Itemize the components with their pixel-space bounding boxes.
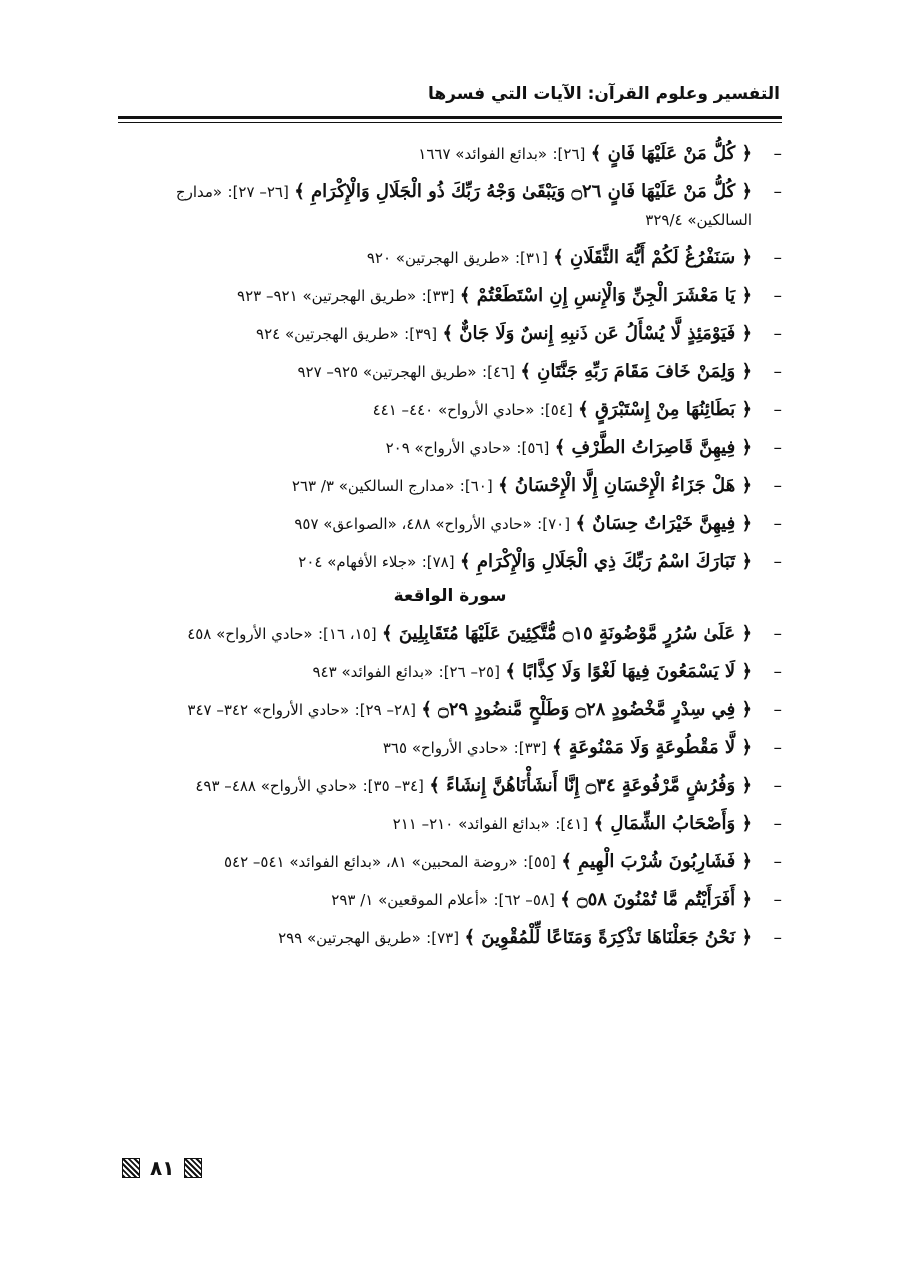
- entry-dash: –: [773, 248, 782, 268]
- entry-dash: –: [773, 890, 782, 910]
- verse-entry: [118, 658, 782, 686]
- page-footer: [122, 1156, 202, 1180]
- verse-text: ﴿ لَّا مَقْطُوعَةٍ وَلَا مَمْنُوعَةٍ ﴾: [551, 737, 752, 758]
- source-citation: «طريق الهجرتين» ٩٢٠: [366, 249, 510, 267]
- verse-entry: [118, 620, 782, 648]
- entry-dash: –: [773, 928, 782, 948]
- verse-text: ﴿ وَفُرُشٍ مَّرْفُوعَةٍ ۝٣٤ إِنَّا أَنشَأْنَاهُنَّ إِنشَاءً ﴾: [429, 775, 752, 796]
- verse-text: ﴿ وَلِمَنْ خَافَ مَقَامَ رَبِّهِ جَنَّتَانِ ﴾: [520, 361, 752, 382]
- source-citation: «حادي الأرواح» ٤٨٨، «الصواعق» ٩٥٧: [294, 515, 532, 533]
- verse-entry: [118, 140, 782, 168]
- verse-entry: [118, 696, 782, 724]
- verse-entry: [118, 510, 782, 538]
- source-citation: «حادي الأرواح» ٣٦٥: [382, 739, 509, 757]
- entry-dash: –: [773, 514, 782, 534]
- entry-dash: –: [773, 362, 782, 382]
- verse-text: ﴿ يَا مَعْشَرَ الْجِنِّ وَالْإِنسِ إِنِ اسْتَطَعْتُمْ ﴾: [459, 285, 752, 306]
- entry-dash: –: [773, 438, 782, 458]
- verse-reference: [٧٠]:: [537, 515, 571, 533]
- source-citation: «بدائع الفوائد» ١٦٦٧: [418, 145, 548, 163]
- verse-text: ﴿ تَبَارَكَ اسْمُ رَبِّكَ ذِي الْجَلَالِ وَالْإِكْرَامِ ﴾: [460, 551, 752, 572]
- verse-text: ﴿ كُلُّ مَنْ عَلَيْهَا فَانٍ ﴾: [590, 143, 752, 164]
- source-citation: «مدارج السالكين» ٣٢٩/٤: [175, 183, 752, 229]
- verse-text: ﴿ عَلَىٰ سُرُرٍ مَّوْضُونَةٍ ۝١٥ مُّتَّكِئِينَ عَلَيْهَا مُتَقَابِلِينَ ﴾: [382, 623, 752, 644]
- ornament-icon: [122, 1158, 140, 1178]
- verse-entry: [118, 734, 782, 762]
- verse-entry: [118, 244, 782, 272]
- verse-reference: [٣١]:: [514, 249, 548, 267]
- entry-dash: –: [773, 776, 782, 796]
- verse-text: ﴿ نَحْنُ جَعَلْنَاهَا تَذْكِرَةً وَمَتَاعًا لِّلْمُقْوِينَ ﴾: [464, 927, 752, 948]
- verse-reference: [٢٥– ٢٦]:: [438, 663, 500, 681]
- verse-entry: [118, 320, 782, 348]
- entry-dash: –: [773, 324, 782, 344]
- source-citation: «حادي الأرواح» ٤٤٠– ٤٤١: [372, 401, 535, 419]
- verse-reference: [٥٤]:: [539, 401, 573, 419]
- verse-entry: [118, 434, 782, 462]
- verse-entry: [118, 924, 782, 952]
- entry-dash: –: [773, 662, 782, 682]
- source-citation: «طريق الهجرتين» ٩٢٤: [256, 325, 399, 343]
- source-citation: «حادي الأرواح» ٤٨٨– ٤٩٣: [195, 777, 358, 795]
- source-citation: «جلاء الأفهام» ٢٠٤: [298, 553, 417, 571]
- source-citation: «طريق الهجرتين» ٩٢٥– ٩٢٧: [297, 363, 477, 381]
- entry-dash: –: [773, 814, 782, 834]
- verse-entry: [118, 396, 782, 424]
- verse-entry: [118, 548, 782, 576]
- running-header: التفسير وعلوم القرآن: الآيات التي فسرها: [427, 84, 780, 104]
- header-rule-thin: [118, 122, 782, 123]
- verse-reference: [٣٩]:: [404, 325, 438, 343]
- verse-text: ﴿ أَفَرَأَيْتُم مَّا تُمْنُونَ ۝٥٨ ﴾: [560, 889, 752, 910]
- verse-entry: [118, 358, 782, 386]
- verse-text: ﴿ فِيهِنَّ خَيْرَاتٌ حِسَانٌ ﴾: [575, 513, 752, 534]
- source-citation: «طريق الهجرتين» ٩٢١– ٩٢٣: [237, 287, 417, 305]
- verse-text: ﴿ بَطَائِنُهَا مِنْ إِسْتَبْرَقٍ ﴾: [578, 399, 752, 420]
- surah-waqiah-entries: [118, 620, 782, 952]
- verse-reference: [٧٨]:: [421, 553, 455, 571]
- verse-entry: [118, 810, 782, 838]
- verse-text: ﴿ لَا يَسْمَعُونَ فِيهَا لَغْوًا وَلَا كِذَّابًا ﴾: [505, 661, 752, 682]
- page-number: ٨١: [150, 1156, 175, 1180]
- verse-reference: [٢٦– ٢٧]:: [227, 183, 289, 201]
- ornament-icon: [184, 1158, 202, 1178]
- verse-reference: [٣٣]:: [513, 739, 547, 757]
- source-citation: «حادي الأرواح» ٢٠٩: [385, 439, 511, 457]
- verse-entry: [118, 886, 782, 914]
- entry-dash: –: [773, 738, 782, 758]
- verse-entry: [118, 472, 782, 500]
- verse-text: ﴿ فَشَارِبُونَ شُرْبَ الْهِيمِ ﴾: [561, 851, 752, 872]
- verse-reference: [٢٨– ٢٩]:: [354, 701, 416, 719]
- verse-reference: [٤١]:: [555, 815, 589, 833]
- verse-reference: [٥٨– ٦٢]:: [493, 891, 555, 909]
- entry-dash: –: [773, 400, 782, 420]
- verse-reference: [٦٠]:: [459, 477, 493, 495]
- source-citation: «طريق الهجرتين» ٢٩٩: [278, 929, 421, 947]
- verse-text: ﴿ فِيهِنَّ قَاصِرَاتُ الطَّرْفِ ﴾: [554, 437, 752, 458]
- entry-dash: –: [773, 700, 782, 720]
- source-citation: «بدائع الفوائد» ٢١٠– ٢١١: [392, 815, 550, 833]
- verse-index: [118, 140, 782, 962]
- entry-dash: –: [773, 476, 782, 496]
- source-citation: «بدائع الفوائد» ٩٤٣: [312, 663, 434, 681]
- entry-dash: –: [773, 852, 782, 872]
- verse-reference: [٤٦]:: [482, 363, 515, 381]
- verse-reference: [٧٣]:: [426, 929, 460, 947]
- section-title: سورة الواقعة: [393, 586, 507, 606]
- verse-reference: [٢٦]:: [552, 145, 586, 163]
- verse-text: ﴿ هَلْ جَزَاءُ الْإِحْسَانِ إِلَّا الْإِحْسَانُ ﴾: [498, 475, 752, 496]
- verse-entry: [118, 282, 782, 310]
- entry-dash: –: [773, 144, 782, 164]
- verse-text: ﴿ سَنَفْرُغُ لَكُمْ أَيُّهَ الثَّقَلَانِ ﴾: [553, 247, 752, 268]
- verse-entry: [118, 772, 782, 800]
- source-citation: «روضة المحبين» ٨١، «بدائع الفوائد» ٥٤١– ٥٤٢: [223, 853, 518, 871]
- surah-rahman-entries: [118, 140, 782, 576]
- verse-text: ﴿ فَيَوْمَئِذٍ لَّا يُسْأَلُ عَن ذَنبِهِ إِنسٌ وَلَا جَانٌّ ﴾: [442, 323, 752, 344]
- entry-dash: –: [773, 552, 782, 572]
- verse-entry: [118, 178, 782, 234]
- source-citation: «حادي الأرواح» ٣٤٢– ٣٤٧: [187, 701, 350, 719]
- entry-dash: –: [773, 286, 782, 306]
- source-citation: «أعلام الموقعين» ١/ ٢٩٣: [331, 891, 489, 909]
- entry-dash: –: [773, 624, 782, 644]
- verse-text: ﴿ كُلُّ مَنْ عَلَيْهَا فَانٍ ۝٢٦ وَيَبْقَىٰ وَجْهُ رَبِّكَ ذُو الْجَلَالِ وَالْإِكْرَامِ ﴾: [294, 181, 752, 202]
- header-rule-thick: [118, 116, 782, 119]
- entry-dash: –: [773, 182, 782, 202]
- verse-text: ﴿ وَأَصْحَابُ الشِّمَالِ ﴾: [593, 813, 752, 834]
- verse-entry: [118, 848, 782, 876]
- verse-reference: [٣٣]:: [421, 287, 455, 305]
- source-citation: «حادي الأرواح» ٤٥٨: [187, 625, 313, 643]
- verse-reference: [٣٤– ٣٥]:: [362, 777, 424, 795]
- verse-reference: [٥٥]:: [523, 853, 556, 871]
- source-citation: «مدارج السالكين» ٣/ ٢٦٣: [291, 477, 455, 495]
- verse-text: ﴿ فِي سِدْرٍ مَّخْضُودٍ ۝٢٨ وَطَلْحٍ مَّنضُودٍ ۝٢٩ ﴾: [421, 699, 752, 720]
- verse-reference: [٥٦]:: [516, 439, 550, 457]
- verse-reference: [١٥، ١٦]:: [317, 625, 377, 643]
